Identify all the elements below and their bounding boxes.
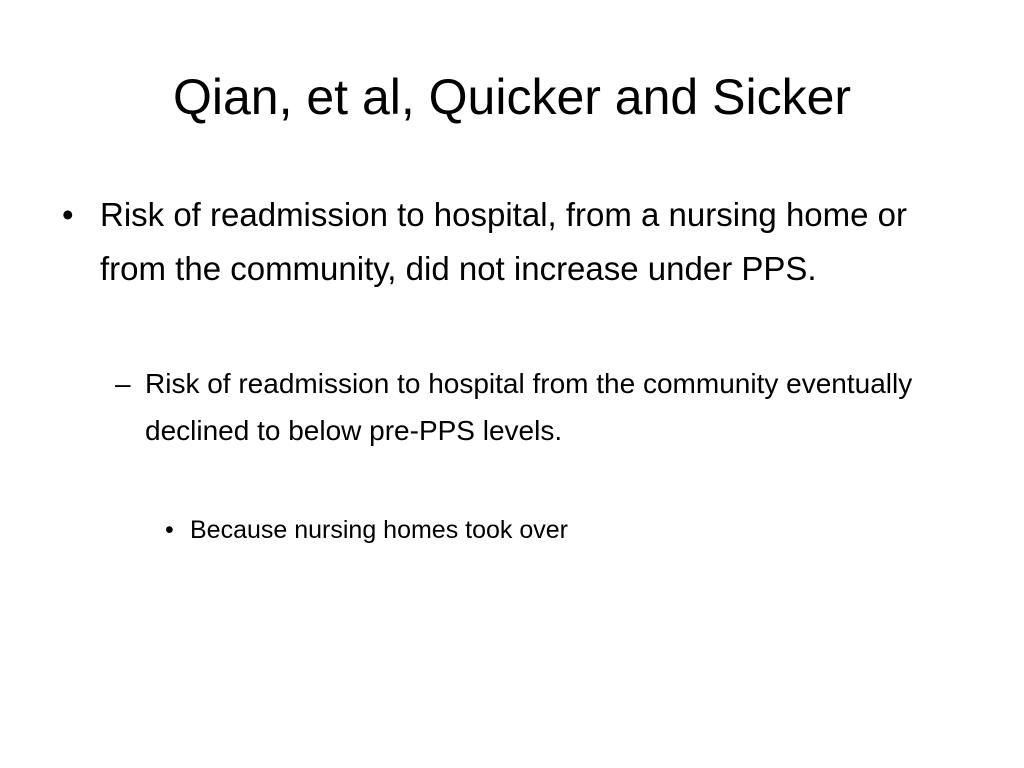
bullet-level-2 [115,360,965,454]
bullet-text: Because nursing homes took over [190,516,568,544]
slide-title: Qian, et al, Quicker and Sicker [172,69,852,125]
bullet-level-3 [165,510,965,550]
dash-marker: – [115,368,131,399]
bullet-text: Risk of readmission to hospital, from a nursing home or from the community, did not increase under PPS. [100,196,908,287]
bullet-level-1 [62,188,962,296]
bullet-marker: • [165,516,174,544]
bullet-text: Risk of readmission to hospital from the community eventually declined to below pre-PPS levels. [145,368,913,446]
bullet-marker: • [62,196,74,233]
